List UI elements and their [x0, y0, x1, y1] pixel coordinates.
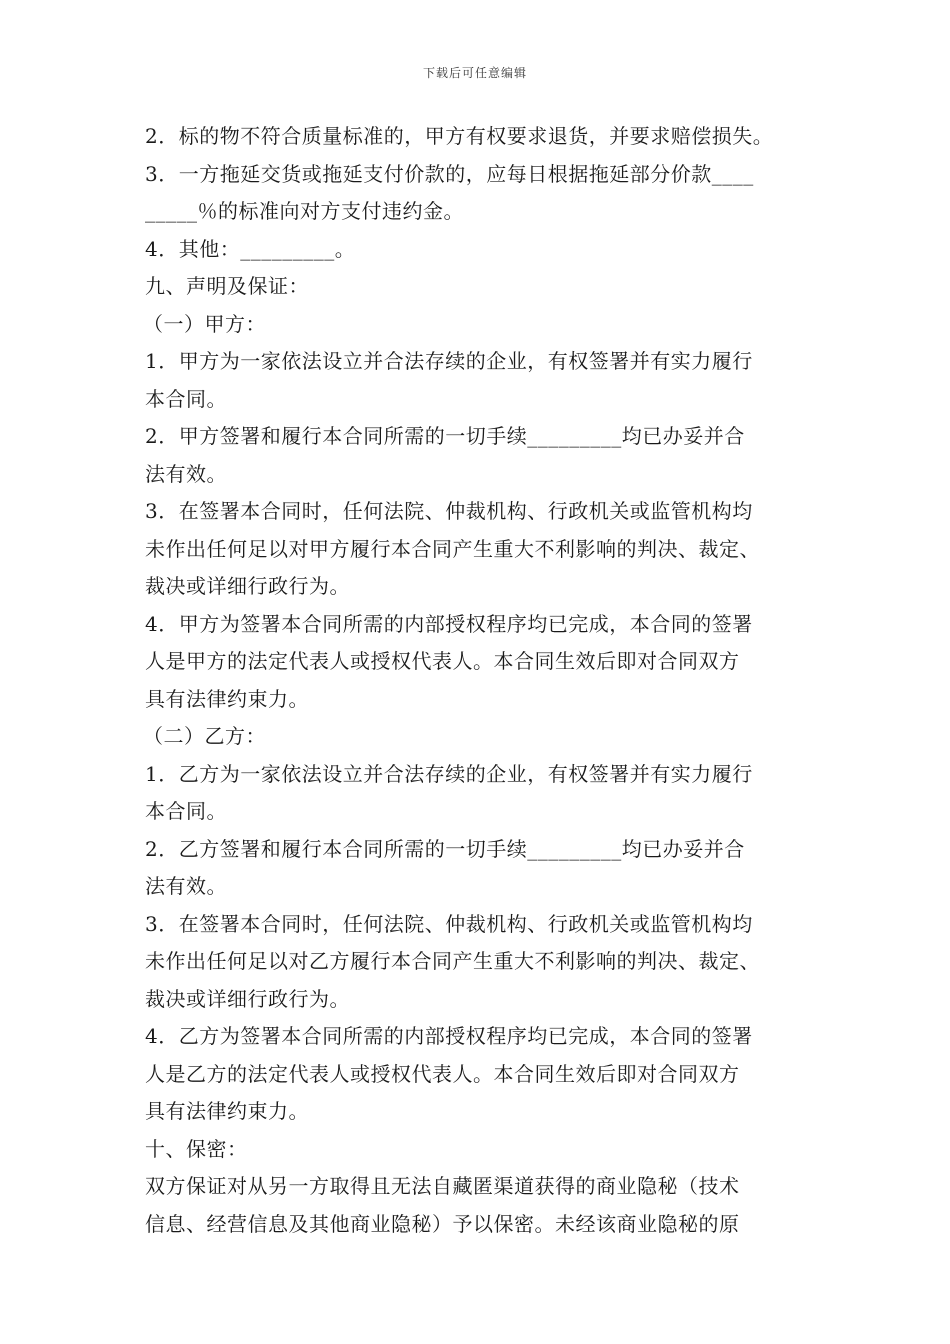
clause-line: _____％的标准向对方支付违约金。	[145, 199, 464, 223]
clause-line: 本合同。	[145, 386, 227, 411]
clause-line: 1．乙方为一家依法设立并合法存续的企业，有权签署并有实力履行	[145, 761, 753, 786]
clause-line: 2．标的物不符合质量标准的，甲方有权要求退货，并要求赔偿损失。	[145, 124, 774, 148]
clause-line: 裁决或详细行政行为。	[145, 986, 350, 1011]
clause-line: 4．甲方为签署本合同所需的内部授权程序均已完成，本合同的签署	[145, 611, 753, 636]
document-body	[145, 118, 835, 1243]
clause-line: 人是乙方的法定代表人或授权代表人。本合同生效后即对合同双方	[145, 1061, 740, 1086]
clause-line: 人是甲方的法定代表人或授权代表人。本合同生效后即对合同双方	[145, 649, 740, 673]
clause-line: 法有效。	[145, 874, 227, 898]
clause-line: 未作出任何足以对甲方履行本合同产生重大不利影响的判决、裁定、	[145, 536, 760, 561]
clause-line: 2．甲方签署和履行本合同所需的一切手续_________均已办妥并合	[145, 424, 745, 448]
clause-line: 3．在签署本合同时，任何法院、仲裁机构、行政机关或监管机构均	[145, 499, 753, 523]
clause-line: 具有法律约束力。	[145, 1099, 309, 1123]
clause-line: 3．一方拖延交货或拖延支付价款的，应每日根据拖延部分价款____	[145, 161, 754, 186]
clause-line: 裁决或详细行政行为。	[145, 574, 350, 598]
clause-line: 本合同。	[145, 799, 227, 823]
clause-line: 3．在签署本合同时，任何法院、仲裁机构、行政机关或监管机构均	[145, 911, 753, 936]
page-header-note: 下载后可任意编辑	[422, 66, 527, 80]
clause-line: 法有效。	[145, 461, 227, 486]
section-heading: 十、保密：	[145, 1136, 248, 1161]
subsection-heading: （二）乙方：	[143, 724, 266, 748]
clause-line: 双方保证对从另一方取得且无法自藏匿渠道获得的商业隐秘（技术	[145, 1174, 740, 1198]
clause-line: 具有法律约束力。	[145, 686, 309, 711]
clause-line: 4．乙方为签署本合同所需的内部授权程序均已完成，本合同的签署	[145, 1024, 753, 1048]
section-heading: 九、声明及保证：	[145, 274, 309, 298]
clause-line: 4．其他：_________。	[145, 236, 356, 261]
clause-line: 2．乙方签署和履行本合同所需的一切手续_________均已办妥并合	[145, 836, 745, 861]
clause-line: 未作出任何足以对乙方履行本合同产生重大不利影响的判决、裁定、	[145, 949, 760, 973]
clause-line: 信息、经营信息及其他商业隐秘）予以保密。未经该商业隐秘的原	[145, 1211, 740, 1236]
subsection-heading: （一）甲方：	[143, 311, 266, 336]
clause-line: 1．甲方为一家依法设立并合法存续的企业，有权签署并有实力履行	[145, 349, 753, 373]
